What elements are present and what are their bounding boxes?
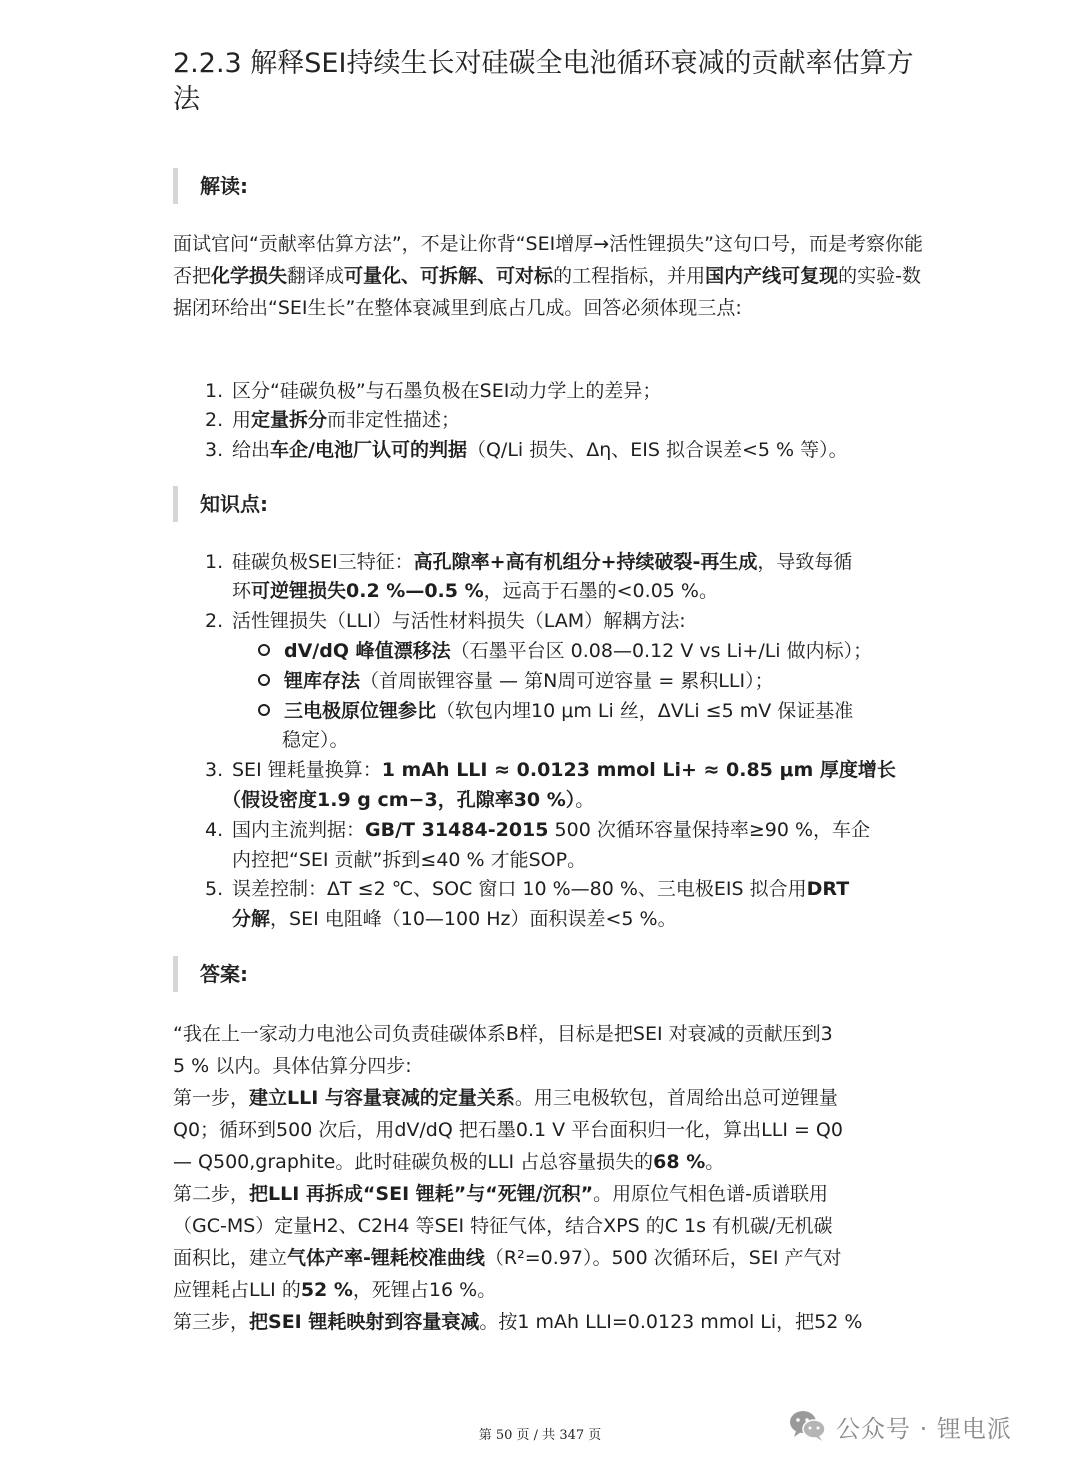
list-item-continuation [222, 786, 594, 815]
answer-bold: 建立LLI 与容量衰减的定量关系 [249, 1087, 515, 1109]
list-text: 。 [575, 789, 595, 811]
answer-bold: 52 % [300, 1279, 353, 1301]
answer-text: （R²=0.97）。500 次循环后，SEI 产气对 [484, 1247, 842, 1269]
section-heading-answer: 答案: [173, 956, 248, 992]
list-text: 环 [232, 580, 252, 602]
watermark [788, 1401, 1012, 1451]
list-bold: 三电极原位锂参比 [284, 700, 437, 722]
intro-text-4: 的实验-数据闭环给出“SEI生长”在整体衰减里到底占几成。回答必须体现三点: [173, 265, 921, 319]
list-bold: （假设密度1.9 g cm−3，孔隙率30 %） [222, 789, 576, 811]
list-number: 2. [205, 610, 224, 632]
list-item [205, 816, 870, 845]
answer-step-1 [173, 1082, 933, 1114]
intro-text-1: 面试官问“贡献率估算方法”，不是让你背“SEI增厚→活性锂损失”这句口号，而是考察你能否把 [173, 233, 923, 287]
circle-bullet-icon [258, 674, 270, 686]
answer-text: 第三步， [173, 1311, 250, 1333]
answer-line [173, 1146, 933, 1178]
answer-bold: 把LLI 再拆成“SEI 锂耗”与“死锂/沉积” [249, 1183, 594, 1205]
list-bold: 可逆锂损失0.2 %—0.5 % [251, 580, 484, 602]
answer-text: 。 [705, 1151, 725, 1173]
list-text: （软包内埋10 μm Li 丝，ΔVLi ≤5 mV 保证基准 [436, 700, 854, 722]
list-item [205, 406, 460, 435]
section-heading-interpretation: 解读: [173, 168, 248, 204]
list-text: ，远高于石墨的<0.05 %。 [483, 580, 718, 602]
intro-paragraph [173, 228, 933, 324]
answer-text: ，死锂占16 %。 [352, 1279, 497, 1301]
list-text: 而非定性描述； [327, 409, 461, 431]
list-number: 4. [205, 819, 224, 841]
answer-line: （GC-MS）定量H2、C2H4 等SEI 特征气体，结合XPS 的C 1s 有机碳/无机碳 [173, 1215, 833, 1237]
answer-step-3 [173, 1306, 933, 1338]
list-bold: 车企/电池厂认可的判据 [270, 439, 467, 461]
answer-text: 第一步， [173, 1087, 250, 1109]
list-bold: DRT [806, 878, 850, 900]
page-title: 2.2.3 解释SEI持续生长对硅碳全电池循环衰减的贡献率估算方法 [173, 48, 914, 115]
answer-step-2 [173, 1178, 933, 1210]
answer-text: 面积比，建立 [173, 1247, 288, 1269]
circle-bullet-icon [258, 644, 270, 656]
list-text: ，SEI 电阻峰（10—100 Hz）面积误差<5 %。 [270, 908, 677, 930]
list-text: （石墨平台区 0.08—0.12 V vs Li+/Li 做内标）； [450, 640, 873, 662]
list-bold: 分解 [232, 908, 271, 930]
list-text: 给出 [232, 439, 271, 461]
list-number: 1. [205, 380, 224, 402]
intro-text-2: 翻译成 [287, 265, 345, 287]
answer-line: 5 % 以内。具体估算分四步: [173, 1055, 412, 1077]
answer-line: Q0；循环到500 次后，用dV/dQ 把石墨0.1 V 平台面积归一化，算出LLI = Q0 [173, 1119, 843, 1141]
list-item-continuation [232, 577, 718, 606]
watermark-text: 公众号 · 锂电派 [836, 1414, 1012, 1443]
list-number: 5. [205, 878, 224, 900]
list-number: 3. [205, 439, 224, 461]
list-text: SEI 锂耗量换算： [232, 759, 382, 781]
answer-text: 应锂耗占LLI 的 [173, 1279, 301, 1301]
list-text: （首周嵌锂容量 — 第N周可逆容量 = 累积LLI）； [360, 670, 774, 692]
list-bold: 定量拆分 [251, 409, 328, 431]
list-item [205, 756, 896, 785]
list-item [205, 875, 849, 904]
intro-text-3: 的工程指标，并用 [553, 265, 706, 287]
list-item [205, 548, 852, 577]
list-text: 国内主流判据： [232, 819, 366, 841]
answer-text: — Q500,graphite。此时硅碳负极的LLI 占总容量损失的 [173, 1151, 654, 1173]
answer-text: 。用原位气相色谱-质谱联用 [593, 1183, 829, 1205]
list-text: 活性锂损失（LLI）与活性材料损失（LAM）解耦方法: [232, 610, 686, 632]
list-text: 500 次循环容量保持率≥90 %，车企 [548, 819, 871, 841]
list-item [205, 436, 848, 465]
list-text: 区分“硅碳负极”与石墨负极在SEI动力学上的差异； [232, 380, 662, 402]
list-bold: GB/T 31484-2015 [365, 819, 549, 841]
answer-line [173, 1274, 933, 1306]
list-bold: 高孔隙率+高有机组分+持续破裂-再生成 [413, 551, 758, 573]
answer-text: 。用三电极软包，首周给出总可逆锂量 [514, 1087, 838, 1109]
section-heading-knowledge: 知识点: [173, 486, 268, 522]
intro-bold-3: 国内产线可复现 [705, 265, 839, 287]
list-item [205, 607, 686, 636]
list-number: 1. [205, 551, 224, 573]
list-item-continuation [232, 905, 677, 934]
page-number-footer: 第 50 页 / 共 347 页 [478, 1428, 602, 1443]
sub-list-item [258, 667, 774, 696]
intro-bold-1: 化学损失 [211, 265, 288, 287]
list-number: 2. [205, 409, 224, 431]
intro-bold-2: 可量化、可拆解、可对标 [344, 265, 554, 287]
list-text: （Q/Li 损失、Δη、EIS 拟合误差<5 % 等）。 [466, 439, 848, 461]
list-bold: 1 mAh LLI ≈ 0.0123 mmol Li+ ≈ 0.85 μm 厚度增长 [381, 759, 896, 781]
answer-line: “我在上一家动力电池公司负责硅碳体系B样，目标是把SEI 对衰减的贡献压到3 [173, 1023, 833, 1045]
answer-line [173, 1242, 933, 1274]
sub-list-item [258, 637, 872, 666]
answer-bold: 68 % [653, 1151, 706, 1173]
answer-bold: 气体产率-锂耗校准曲线 [287, 1247, 485, 1269]
list-text: 硅碳负极SEI三特征： [232, 551, 414, 573]
answer-bold: 把SEI 锂耗映射到容量衰减 [249, 1311, 480, 1333]
list-bold: dV/dQ 峰值漂移法 [284, 640, 451, 662]
wechat-icon [788, 1409, 828, 1443]
list-item-continuation: 内控把“SEI 贡献”拆到≤40 % 才能SOP。 [232, 849, 587, 871]
sub-list-item-continuation: 稳定）。 [282, 729, 349, 751]
sub-list-item [258, 697, 853, 726]
circle-bullet-icon [258, 704, 270, 716]
list-bold: 锂库存法 [284, 670, 361, 692]
answer-text: 第二步， [173, 1183, 250, 1205]
list-text: 误差控制：ΔT ≤2 ℃、SOC 窗口 10 %—80 %、三电极EIS 拟合用 [232, 878, 807, 900]
list-number: 3. [205, 759, 224, 781]
list-text: ，导致每循 [757, 551, 853, 573]
list-text: 用 [232, 409, 252, 431]
answer-text: 。按1 mAh LLI=0.0123 mmol Li，把52 % [479, 1311, 863, 1333]
list-item [205, 377, 661, 406]
